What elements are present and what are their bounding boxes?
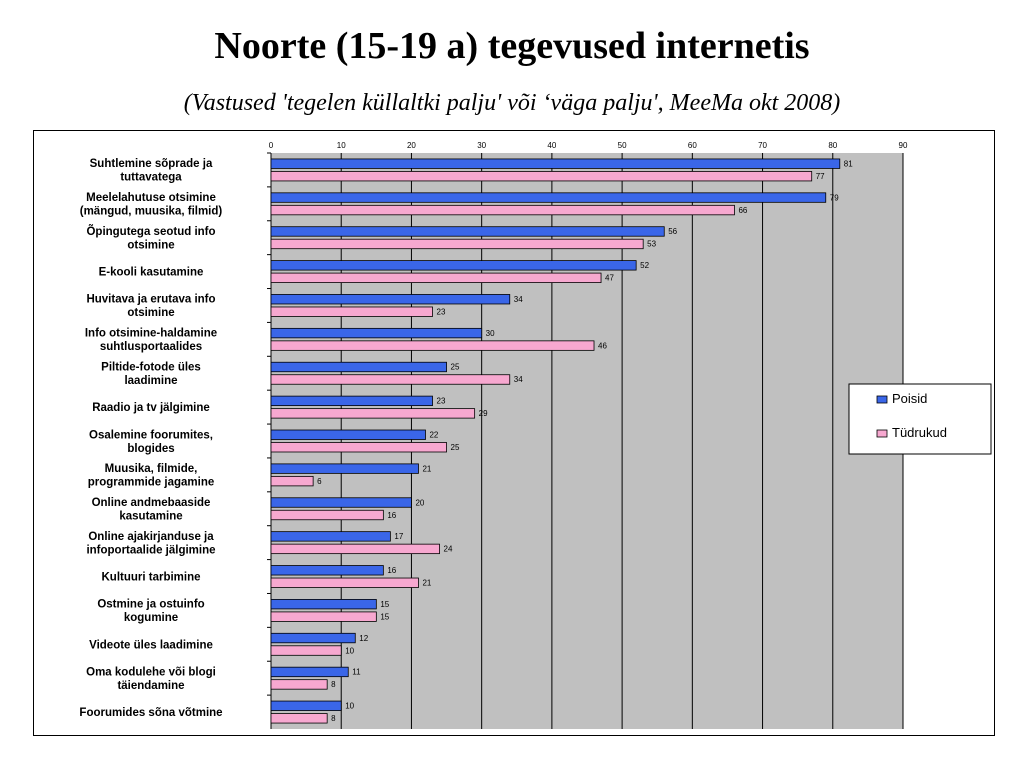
category-label: Muusika, filmide, (104, 463, 198, 476)
bar-tudrukud (271, 646, 341, 656)
category-label: otsimine (127, 307, 175, 320)
category-label: Videote üles laadimine (89, 639, 213, 652)
category-label: otsimine (127, 239, 175, 252)
data-label: 23 (436, 307, 446, 317)
bar-tudrukud (271, 171, 812, 181)
x-tick-label: 10 (336, 141, 346, 150)
bar-tudrukud (271, 307, 433, 317)
category-label: (mängud, muusika, filmid) (79, 205, 223, 218)
legend-swatch-poisid (877, 396, 887, 403)
data-label: 52 (640, 261, 650, 271)
data-label: 16 (387, 510, 397, 520)
category-label: kasutamine (119, 510, 183, 523)
data-label: 22 (429, 430, 439, 440)
data-label: 56 (668, 227, 678, 237)
bar-tudrukud (271, 273, 601, 283)
legend-swatch-tudrukud (877, 430, 887, 437)
bar-tudrukud (271, 544, 440, 554)
page-title: Noorte (15-19 a) tegevused internetis (214, 25, 810, 67)
data-label: 77 (815, 171, 825, 181)
category-label: laadimine (124, 374, 178, 387)
bar-tudrukud (271, 409, 475, 419)
x-tick-label: 20 (406, 141, 416, 150)
data-label: 34 (513, 375, 523, 385)
category-label: Osalemine foorumites, (89, 429, 213, 442)
category-label: infoportaalide jälgimine (86, 544, 216, 557)
bar-poisid (271, 294, 510, 304)
legend-label-poisid: Poisid (892, 391, 928, 406)
data-label: 23 (436, 396, 446, 406)
bar-tudrukud (271, 510, 383, 520)
bar-tudrukud (271, 714, 327, 724)
category-label: Meelelahutuse otsimine (86, 192, 216, 205)
x-tick-label: 50 (617, 141, 627, 150)
data-label: 47 (605, 273, 614, 283)
bar-tudrukud (271, 578, 418, 588)
data-label: 17 (394, 532, 404, 542)
data-label: 6 (317, 476, 322, 486)
category-label: Oma kodulehe või blogi (86, 666, 216, 679)
data-label: 24 (443, 544, 453, 554)
bar-tudrukud (271, 680, 327, 690)
x-tick-label: 80 (828, 141, 838, 150)
bar-tudrukud (271, 476, 313, 486)
category-label: Piltide-fotode üles (101, 361, 201, 374)
data-label: 25 (450, 362, 460, 372)
category-label: kogumine (123, 612, 179, 625)
category-label: Info otsimine-haldamine (84, 327, 218, 340)
data-label: 12 (359, 633, 369, 643)
category-label: Õpingutega seotud info (86, 225, 216, 238)
x-tick-label: 30 (477, 141, 487, 150)
bar-poisid (271, 159, 840, 169)
bar-poisid (271, 464, 418, 474)
x-tick-label: 70 (758, 141, 768, 150)
bar-tudrukud (271, 205, 734, 215)
data-label: 15 (380, 612, 390, 622)
bar-poisid (271, 193, 826, 203)
data-label: 8 (331, 680, 336, 690)
bar-poisid (271, 599, 376, 609)
page-subtitle: (Vastused 'tegelen küllaltki palju' või ‘väga palju', MeeMa okt 2008) (183, 90, 841, 116)
category-label: suhtlusportaalides (99, 341, 203, 354)
category-label: E-kooli kasutamine (98, 266, 204, 279)
data-label: 79 (829, 193, 839, 203)
bar-poisid (271, 633, 355, 643)
data-label: 34 (513, 294, 523, 304)
bar-tudrukud (271, 239, 643, 249)
data-label: 81 (843, 159, 853, 169)
data-label: 20 (415, 498, 425, 508)
data-label: 11 (352, 667, 361, 677)
data-label: 10 (345, 646, 355, 656)
bar-tudrukud (271, 375, 510, 385)
category-label: Online ajakirjanduse ja (88, 530, 214, 543)
data-label: 66 (738, 205, 748, 215)
category-label: Huvitava ja erutava info (86, 293, 216, 306)
data-label: 21 (422, 464, 432, 474)
data-label: 25 (450, 443, 460, 452)
bar-poisid (271, 566, 383, 576)
data-label: 21 (422, 578, 432, 588)
category-label: Ostmine ja ostuinfo (97, 598, 205, 611)
category-label: Kultuuri tarbimine (101, 571, 201, 584)
chart-frame (33, 130, 995, 736)
bar-poisid (271, 498, 411, 508)
bar-tudrukud (271, 443, 447, 453)
bar-poisid (271, 362, 447, 372)
bar-poisid (271, 328, 482, 338)
bar-tudrukud (271, 612, 376, 622)
category-label: programmide jagamine (87, 476, 215, 489)
category-label: Online andmebaaside (91, 497, 211, 510)
x-tick-label: 0 (268, 141, 274, 150)
data-label: 29 (478, 409, 488, 419)
data-label: 10 (345, 701, 355, 711)
data-label: 53 (647, 239, 657, 249)
x-tick-label: 90 (898, 141, 908, 150)
x-tick-label: 40 (547, 141, 557, 150)
bar-poisid (271, 396, 433, 406)
data-label: 16 (387, 566, 397, 576)
category-label: Foorumides sõna võtmine (79, 707, 223, 720)
category-label: Suhtlemine sõprade ja (89, 158, 213, 171)
bar-poisid (271, 532, 390, 542)
x-tick-label: 60 (687, 141, 697, 150)
data-label: 8 (331, 714, 336, 724)
data-label: 30 (485, 328, 495, 338)
data-label: 46 (598, 341, 607, 351)
category-label: Raadio ja tv jälgimine (92, 402, 210, 415)
category-label: täiendamine (117, 679, 185, 692)
bar-tudrukud (271, 341, 594, 351)
bar-poisid (271, 227, 664, 237)
bar-chart (34, 131, 996, 737)
bar-poisid (271, 430, 425, 440)
legend-label-tudrukud: Tüdrukud (892, 425, 947, 440)
bar-poisid (271, 701, 341, 711)
category-label: tuttavatega (120, 171, 182, 184)
bar-poisid (271, 667, 348, 677)
data-label: 15 (380, 599, 390, 609)
bar-poisid (271, 261, 636, 271)
category-label: blogides (127, 442, 175, 455)
